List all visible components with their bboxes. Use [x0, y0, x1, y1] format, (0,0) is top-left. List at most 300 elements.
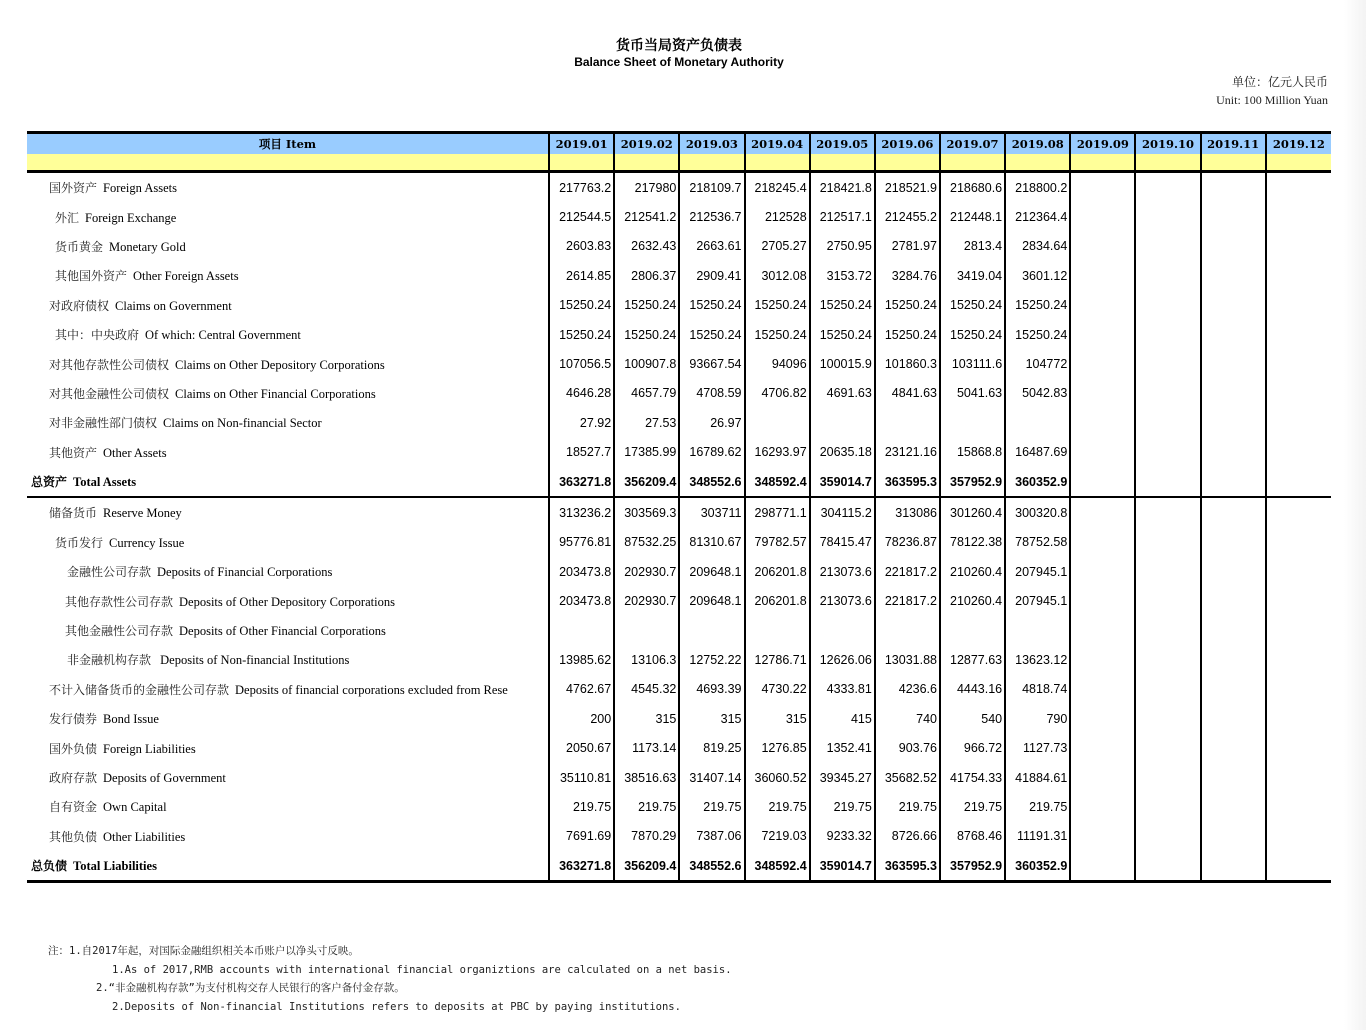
- row-label-cn: 非金融机构存款: [67, 653, 152, 668]
- value-cell: 27.92: [549, 408, 614, 437]
- row-label-cn: 其他金融性公司存款: [65, 624, 174, 639]
- value-cell: [1201, 232, 1266, 261]
- value-cell: 203473.8: [549, 586, 614, 615]
- value-cell: 212544.5: [549, 202, 614, 231]
- value-cell: 903.76: [875, 733, 940, 762]
- value-cell: 15250.24: [549, 291, 614, 320]
- value-cell: [1070, 497, 1135, 527]
- value-cell: 4730.22: [745, 675, 810, 704]
- value-cell: 2781.97: [875, 232, 940, 261]
- value-cell: [1201, 528, 1266, 557]
- value-cell: 212448.1: [940, 202, 1005, 231]
- value-cell: [1266, 261, 1331, 290]
- row-label-cn: 其他负债: [49, 829, 98, 844]
- value-cell: 4818.74: [1005, 675, 1070, 704]
- value-cell: [1135, 408, 1200, 437]
- value-cell: 3419.04: [940, 261, 1005, 290]
- row-label-en: Deposits of Non-financial Institutions: [157, 653, 350, 668]
- value-cell: [1070, 851, 1135, 882]
- value-cell: [1266, 232, 1331, 261]
- value-cell: 4693.39: [679, 675, 744, 704]
- value-cell: 2909.41: [679, 261, 744, 290]
- value-cell: 94096: [745, 349, 810, 378]
- value-cell: 15250.24: [614, 320, 679, 349]
- value-cell: 203473.8: [549, 557, 614, 586]
- row-label-cn: 对非金融性部门债权: [49, 416, 158, 431]
- value-cell: 357952.9: [940, 851, 1005, 882]
- value-cell: [679, 616, 744, 645]
- value-cell: 218421.8: [810, 172, 875, 203]
- value-cell: [549, 616, 614, 645]
- value-cell: 79782.57: [745, 528, 810, 557]
- value-cell: 213073.6: [810, 557, 875, 586]
- value-cell: 363595.3: [875, 467, 940, 497]
- spacer-cell: [940, 154, 1005, 172]
- value-cell: 1352.41: [810, 733, 875, 762]
- value-cell: [1201, 349, 1266, 378]
- value-cell: 303569.3: [614, 497, 679, 527]
- value-cell: [1135, 763, 1200, 792]
- header-month: 2019.07: [940, 133, 1005, 155]
- value-cell: 35110.81: [549, 763, 614, 792]
- value-cell: 359014.7: [810, 851, 875, 882]
- row-label-en: Foreign Liabilities: [103, 741, 196, 756]
- value-cell: 212536.7: [679, 202, 744, 231]
- value-cell: 7219.03: [745, 822, 810, 851]
- value-cell: 3153.72: [810, 261, 875, 290]
- value-cell: [1266, 497, 1331, 527]
- value-cell: [1201, 320, 1266, 349]
- row-label-cn: 对政府债权: [49, 298, 110, 313]
- value-cell: 219.75: [1005, 792, 1070, 821]
- value-cell: 218109.7: [679, 172, 744, 203]
- value-cell: [1135, 379, 1200, 408]
- row-label-cn: 货币发行: [55, 535, 104, 550]
- header-month: 2019.03: [679, 133, 744, 155]
- value-cell: 315: [745, 704, 810, 733]
- value-cell: [1135, 616, 1200, 645]
- value-cell: 93667.54: [679, 349, 744, 378]
- value-cell: 207945.1: [1005, 557, 1070, 586]
- table-row: [27, 349, 1331, 378]
- value-cell: 210260.4: [940, 586, 1005, 615]
- value-cell: 5041.63: [940, 379, 1005, 408]
- value-cell: [1201, 261, 1266, 290]
- row-label: [27, 557, 549, 586]
- value-cell: 12752.22: [679, 645, 744, 674]
- value-cell: [1135, 851, 1200, 882]
- table-row: [27, 497, 1331, 527]
- value-cell: 15250.24: [745, 320, 810, 349]
- value-cell: [1135, 467, 1200, 497]
- value-cell: 348592.4: [745, 467, 810, 497]
- row-label-en: Monetary Gold: [109, 239, 186, 254]
- row-label-cn: 总资产: [31, 475, 68, 490]
- header-month: 2019.05: [810, 133, 875, 155]
- value-cell: 15250.24: [745, 291, 810, 320]
- value-cell: 41884.61: [1005, 763, 1070, 792]
- value-cell: 219.75: [940, 792, 1005, 821]
- value-cell: [1266, 202, 1331, 231]
- value-cell: 4236.6: [875, 675, 940, 704]
- value-cell: [1266, 528, 1331, 557]
- value-cell: [1266, 704, 1331, 733]
- value-cell: 219.75: [614, 792, 679, 821]
- value-cell: [1266, 763, 1331, 792]
- value-cell: [1266, 733, 1331, 762]
- spacer-cell: [27, 154, 549, 172]
- value-cell: 15250.24: [940, 291, 1005, 320]
- value-cell: [1070, 557, 1135, 586]
- spacer-cell: [1005, 154, 1070, 172]
- value-cell: [1135, 675, 1200, 704]
- value-cell: 2834.64: [1005, 232, 1070, 261]
- value-cell: 103111.6: [940, 349, 1005, 378]
- value-cell: 819.25: [679, 733, 744, 762]
- value-cell: 7870.29: [614, 822, 679, 851]
- row-label-en: Deposits of Government: [103, 771, 226, 785]
- value-cell: 315: [679, 704, 744, 733]
- value-cell: 27.53: [614, 408, 679, 437]
- row-label-cn: 对其他金融性公司债权: [49, 386, 170, 401]
- table-row: [27, 763, 1331, 792]
- value-cell: 304115.2: [810, 497, 875, 527]
- value-cell: [1266, 616, 1331, 645]
- value-cell: 15868.8: [940, 438, 1005, 467]
- value-cell: 4545.32: [614, 675, 679, 704]
- value-cell: 300320.8: [1005, 497, 1070, 527]
- table-row: [27, 675, 1331, 704]
- spacer-cell: [810, 154, 875, 172]
- value-cell: 360352.9: [1005, 851, 1070, 882]
- value-cell: 2813.4: [940, 232, 1005, 261]
- value-cell: 36060.52: [745, 763, 810, 792]
- row-label-en: Deposits of Other Depository Corporations: [179, 594, 395, 609]
- value-cell: 16487.69: [1005, 438, 1070, 467]
- value-cell: [1201, 616, 1266, 645]
- table-row: [27, 645, 1331, 674]
- table-row: [27, 467, 1331, 497]
- value-cell: 357952.9: [940, 467, 1005, 497]
- value-cell: [1135, 291, 1200, 320]
- header-month: 2019.08: [1005, 133, 1070, 155]
- value-cell: [940, 408, 1005, 437]
- value-cell: 219.75: [679, 792, 744, 821]
- row-label: [27, 675, 549, 704]
- value-cell: [1070, 645, 1135, 674]
- value-cell: [1201, 704, 1266, 733]
- spacer-cell: [679, 154, 744, 172]
- value-cell: 348552.6: [679, 851, 744, 882]
- header-month: 2019.12: [1266, 133, 1331, 155]
- row-label: [27, 616, 549, 645]
- table-row: [27, 792, 1331, 821]
- row-label: [27, 202, 549, 231]
- value-cell: [1201, 291, 1266, 320]
- row-label: [27, 232, 549, 261]
- value-cell: [1266, 792, 1331, 821]
- value-cell: 104772: [1005, 349, 1070, 378]
- value-cell: [875, 408, 940, 437]
- value-cell: 20635.18: [810, 438, 875, 467]
- row-label-en: Other Foreign Assets: [133, 269, 239, 284]
- value-cell: 221817.2: [875, 586, 940, 615]
- header-month: 2019.01: [549, 133, 614, 155]
- value-cell: [1135, 792, 1200, 821]
- balance-sheet-table: [27, 131, 1331, 883]
- value-cell: 15250.24: [679, 320, 744, 349]
- value-cell: [1266, 438, 1331, 467]
- row-label-en: Bond Issue: [103, 712, 159, 727]
- row-label-cn: 金融性公司存款: [67, 565, 152, 580]
- value-cell: 313236.2: [549, 497, 614, 527]
- spacer-cell: [1070, 154, 1135, 172]
- value-cell: [614, 616, 679, 645]
- footnotes: [48, 942, 732, 1016]
- row-label-en: Other Assets: [103, 445, 167, 460]
- value-cell: 15250.24: [679, 291, 744, 320]
- value-cell: 4333.81: [810, 675, 875, 704]
- value-cell: 356209.4: [614, 851, 679, 882]
- value-cell: 212517.1: [810, 202, 875, 231]
- row-label-cn: 国外资产: [49, 181, 98, 196]
- value-cell: [1201, 645, 1266, 674]
- table-row: [27, 586, 1331, 615]
- value-cell: 363595.3: [875, 851, 940, 882]
- value-cell: 16293.97: [745, 438, 810, 467]
- value-cell: 2750.95: [810, 232, 875, 261]
- row-label-cn: 其中：中央政府: [55, 328, 140, 343]
- value-cell: [1070, 261, 1135, 290]
- value-cell: 1173.14: [614, 733, 679, 762]
- row-label-en: Total Liabilities: [73, 859, 157, 874]
- row-label: [27, 291, 549, 320]
- value-cell: [1070, 379, 1135, 408]
- value-cell: 348592.4: [745, 851, 810, 882]
- value-cell: 18527.7: [549, 438, 614, 467]
- value-cell: [1135, 202, 1200, 231]
- value-cell: 360352.9: [1005, 467, 1070, 497]
- row-label: [27, 497, 549, 527]
- table-row: [27, 261, 1331, 290]
- value-cell: [1266, 379, 1331, 408]
- table-row: [27, 408, 1331, 437]
- value-cell: 1127.73: [1005, 733, 1070, 762]
- value-cell: [1201, 379, 1266, 408]
- value-cell: [1070, 349, 1135, 378]
- value-cell: 3012.08: [745, 261, 810, 290]
- row-label: [27, 586, 549, 615]
- table-row: [27, 733, 1331, 762]
- value-cell: 15250.24: [614, 291, 679, 320]
- table-row: [27, 379, 1331, 408]
- row-label-en: Other Liabilities: [103, 829, 186, 844]
- spacer-cell: [549, 154, 614, 172]
- value-cell: [1135, 704, 1200, 733]
- table-row: [27, 172, 1331, 203]
- value-cell: 218245.4: [745, 172, 810, 203]
- row-label-cn: 外汇: [55, 210, 80, 225]
- value-cell: [1135, 172, 1200, 203]
- value-cell: 2632.43: [614, 232, 679, 261]
- value-cell: 15250.24: [810, 320, 875, 349]
- table-row: [27, 704, 1331, 733]
- value-cell: 4443.16: [940, 675, 1005, 704]
- value-cell: 218521.9: [875, 172, 940, 203]
- value-cell: [1135, 497, 1200, 527]
- value-cell: 202930.7: [614, 557, 679, 586]
- value-cell: [1070, 467, 1135, 497]
- value-cell: [1070, 586, 1135, 615]
- spacer-cell: [1266, 154, 1331, 172]
- spacer-cell: [745, 154, 810, 172]
- row-label-cn: 总负债: [31, 859, 68, 874]
- note-2-cn: 2.“非金融机构存款”为支付机构交存人民银行的客户备付金存款。: [96, 982, 405, 994]
- value-cell: 31407.14: [679, 763, 744, 792]
- value-cell: 26.97: [679, 408, 744, 437]
- row-label-cn: 其他存款性公司存款: [65, 594, 174, 609]
- value-cell: 218800.2: [1005, 172, 1070, 203]
- table-row: [27, 822, 1331, 851]
- row-label-cn: 发行债券: [49, 712, 98, 727]
- row-label: [27, 792, 549, 821]
- value-cell: [1266, 822, 1331, 851]
- row-label: [27, 704, 549, 733]
- table-row: [27, 438, 1331, 467]
- value-cell: 202930.7: [614, 586, 679, 615]
- spacer-cell: [1135, 154, 1200, 172]
- value-cell: [1070, 320, 1135, 349]
- value-cell: 209648.1: [679, 586, 744, 615]
- value-cell: 4691.63: [810, 379, 875, 408]
- spacer-cell: [614, 154, 679, 172]
- table-row: [27, 557, 1331, 586]
- row-label: [27, 733, 549, 762]
- value-cell: [1266, 349, 1331, 378]
- spacer-cell: [875, 154, 940, 172]
- value-cell: 78752.58: [1005, 528, 1070, 557]
- value-cell: 219.75: [810, 792, 875, 821]
- value-cell: 81310.67: [679, 528, 744, 557]
- value-cell: [1266, 320, 1331, 349]
- header-month: 2019.09: [1070, 133, 1135, 155]
- value-cell: [1070, 408, 1135, 437]
- value-cell: 4657.79: [614, 379, 679, 408]
- value-cell: 348552.6: [679, 467, 744, 497]
- header-month: 2019.10: [1135, 133, 1200, 155]
- value-cell: [1266, 851, 1331, 882]
- table-row: [27, 851, 1331, 882]
- value-cell: [1070, 438, 1135, 467]
- table-row: [27, 528, 1331, 557]
- value-cell: 4762.67: [549, 675, 614, 704]
- value-cell: [1201, 408, 1266, 437]
- value-cell: [1135, 645, 1200, 674]
- value-cell: 219.75: [745, 792, 810, 821]
- value-cell: 206201.8: [745, 557, 810, 586]
- value-cell: [1266, 557, 1331, 586]
- value-cell: [1266, 172, 1331, 203]
- value-cell: 41754.33: [940, 763, 1005, 792]
- value-cell: 17385.99: [614, 438, 679, 467]
- value-cell: [1070, 822, 1135, 851]
- row-label-cn: 不计入储备货币的金融性公司存款: [49, 682, 230, 697]
- unit-english: Unit: 100 Million Yuan: [1216, 93, 1328, 107]
- value-cell: 101860.3: [875, 349, 940, 378]
- row-label: [27, 851, 549, 882]
- note-1-cn: 注：1.自2017年起，对国际金融组织相关本币账户以净头寸反映。: [48, 945, 359, 957]
- row-label: [27, 349, 549, 378]
- value-cell: [1070, 528, 1135, 557]
- value-cell: 78236.87: [875, 528, 940, 557]
- value-cell: 107056.5: [549, 349, 614, 378]
- table-row: [27, 320, 1331, 349]
- row-label-cn: 储备货币: [49, 506, 98, 521]
- value-cell: 212541.2: [614, 202, 679, 231]
- value-cell: [1135, 733, 1200, 762]
- value-cell: 8768.46: [940, 822, 1005, 851]
- value-cell: 12786.71: [745, 645, 810, 674]
- value-cell: 790: [1005, 704, 1070, 733]
- row-label-en: Foreign Exchange: [85, 210, 177, 225]
- value-cell: 4708.59: [679, 379, 744, 408]
- value-cell: [1201, 557, 1266, 586]
- value-cell: 13031.88: [875, 645, 940, 674]
- row-label-en: Of which: Central Government: [145, 328, 301, 343]
- value-cell: [1135, 261, 1200, 290]
- row-label: [27, 320, 549, 349]
- row-label-cn: 国外负债: [49, 741, 98, 756]
- value-cell: [745, 408, 810, 437]
- note-1-en: 1.As of 2017,RMB accounts with international financial organiztions are calculated on a net basis.: [112, 963, 732, 976]
- row-label: [27, 528, 549, 557]
- row-label-en: Claims on Other Financial Corporations: [175, 386, 376, 401]
- value-cell: 15250.24: [940, 320, 1005, 349]
- value-cell: [1135, 349, 1200, 378]
- value-cell: 209648.1: [679, 557, 744, 586]
- value-cell: 363271.8: [549, 467, 614, 497]
- value-cell: [1201, 438, 1266, 467]
- value-cell: 5042.83: [1005, 379, 1070, 408]
- value-cell: 9233.32: [810, 822, 875, 851]
- value-cell: 219.75: [875, 792, 940, 821]
- value-cell: [1135, 320, 1200, 349]
- value-cell: 87532.25: [614, 528, 679, 557]
- value-cell: 15250.24: [810, 291, 875, 320]
- value-cell: 78122.38: [940, 528, 1005, 557]
- value-cell: [1135, 557, 1200, 586]
- value-cell: [1070, 792, 1135, 821]
- value-cell: [1070, 172, 1135, 203]
- value-cell: 4706.82: [745, 379, 810, 408]
- header-item: 项目 Item: [27, 133, 549, 155]
- value-cell: 12877.63: [940, 645, 1005, 674]
- value-cell: [1135, 822, 1200, 851]
- row-label: [27, 645, 549, 674]
- header-row: [27, 133, 1331, 155]
- value-cell: 212364.4: [1005, 202, 1070, 231]
- row-label-en: Claims on Government: [115, 298, 232, 313]
- value-cell: 966.72: [940, 733, 1005, 762]
- row-label-en: Deposits of Other Financial Corporations: [179, 624, 386, 639]
- value-cell: 95776.81: [549, 528, 614, 557]
- row-label-en: Deposits of financial corporations excluded from Rese: [235, 682, 508, 697]
- value-cell: [1201, 497, 1266, 527]
- value-cell: 219.75: [549, 792, 614, 821]
- row-label-en: Claims on Other Depository Corporations: [175, 357, 385, 372]
- row-label-en: Currency Issue: [109, 535, 185, 550]
- row-label-cn: 货币黄金: [55, 239, 104, 254]
